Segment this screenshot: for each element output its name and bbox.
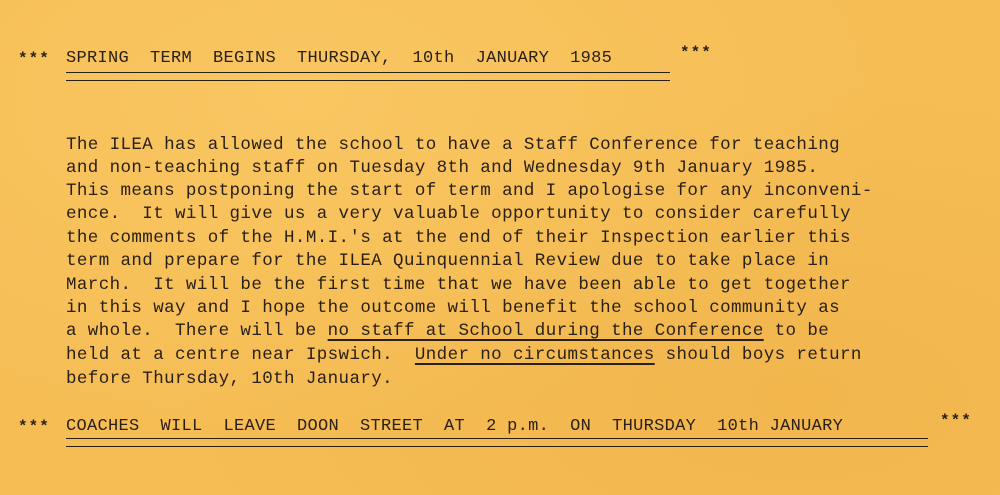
header-rule-2 (66, 80, 670, 81)
body-line-4: ence. It will give us a very valuable opportunity to consider carefully (66, 204, 851, 224)
line9-tail: to be (763, 321, 830, 341)
header-stars-right: *** (680, 44, 712, 62)
header-title: SPRING TERM BEGINS THURSDAY, 10th JANUARY 1985 (66, 49, 613, 68)
body-line-6: term and prepare for the ILEA Quinquennial Review due to take place in (66, 251, 830, 271)
footer-rule-1 (66, 438, 928, 439)
body-line-1: The ILEA has allowed the school to have a Staff Conference for teaching (66, 135, 841, 155)
line10-text: held at a centre near Ipswich. (66, 345, 415, 365)
header-stars-left: *** (18, 50, 50, 68)
line9-text: a whole. There will be (66, 321, 328, 341)
body-line-7: March. It will be the first time that we have been able to get together (66, 275, 851, 295)
line10-tail: should boys return (654, 345, 862, 365)
underlined-no-staff: no staff at School during the Conference (327, 321, 764, 341)
footer-stars-left: *** (18, 418, 50, 436)
footer-rule-2 (66, 446, 928, 447)
footer-title: COACHES WILL LEAVE DOON STREET AT 2 p.m. ON THURSDAY 10th JANUARY (66, 417, 844, 436)
body-line-3: This means postponing the start of term and I apologise for any inconveni- (66, 181, 873, 201)
underlined-no-circumstances: Under no circumstances (414, 345, 655, 365)
body-line-11: before Thursday, 10th January. (66, 369, 394, 389)
header-rule-1 (66, 72, 670, 73)
body-line-9 (66, 321, 829, 341)
body-line-8: in this way and I hope the outcome will benefit the school community as (66, 298, 841, 318)
body-line-5: the comments of the H.M.I.'s at the end of their Inspection earlier this (66, 228, 851, 248)
body-line-2: and non-teaching staff on Tuesday 8th and Wednesday 9th January 1985. (66, 158, 819, 178)
body-line-10 (66, 345, 862, 365)
footer-stars-right: *** (940, 412, 972, 430)
